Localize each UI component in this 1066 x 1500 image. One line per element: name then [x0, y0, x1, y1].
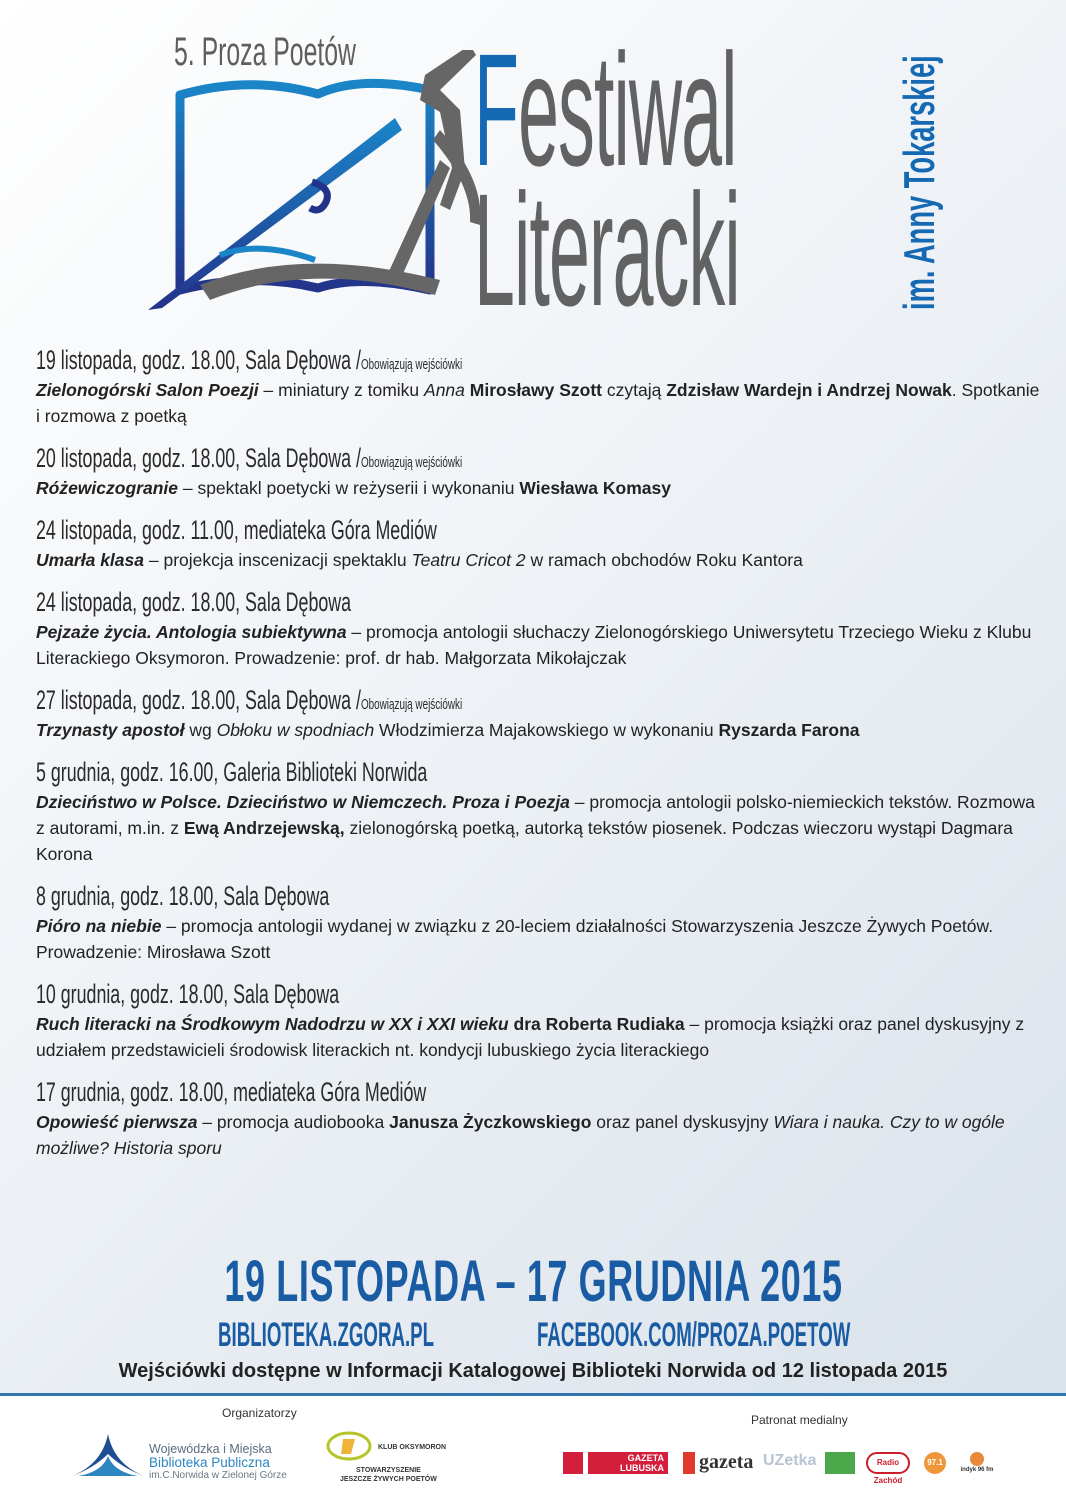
tvp-logo-icon [825, 1452, 855, 1474]
club-oksymoron: KLUB OKSYMORON [378, 1444, 447, 1451]
event-description: Opowieść pierwsza – promocja audiobooka Janusza Życzkowskiego oraz panel dyskusyjny Wiara i nauka. Czy to w ogóle możliwe? Historia sporu [36, 1112, 1005, 1158]
oksymoron-logo-icon [326, 1431, 372, 1461]
event-heading: 10 grudnia, godz. 18.00, Sala Dębowa [36, 979, 340, 1009]
ticket-required-note: Obowiązują wejściówki [360, 454, 463, 471]
event-heading: 24 listopada, godz. 18.00, Sala Dębowa [36, 587, 352, 617]
festival-logo [0, 0, 1066, 339]
gazeta-wyborcza-logo: gazeta [699, 1451, 754, 1473]
web-links [0, 1316, 1066, 1352]
event-item [36, 683, 1046, 743]
title-festiwal: Festiwal [474, 20, 737, 199]
website-link[interactable]: BIBLIOTEKA.ZGORA.PL [218, 1316, 435, 1354]
facebook-link[interactable]: FACEBOOK.COM/PROZA.POETOW [537, 1316, 851, 1354]
event-description: Dzieciństwo w Polsce. Dzieciństwo w Niemczech. Proza i Poezja – promocja antologii polsko-niemieckich tekstów. Rozmowa z autorami, m.in. z Ewą Andrzejewską, zielonogórską poetką, autorką tekstów piosenek. Podczas wieczoru wystąpi Dagmara Korona [36, 792, 1035, 864]
event-item [36, 343, 1046, 429]
event-item [36, 513, 1046, 573]
ticket-required-note: Obowiązują wejściówki [360, 356, 463, 373]
association-name: STOWARZYSZENIE JESZCZE ŻYWYCH POETÓW [340, 1467, 437, 1483]
event-description: Różewiczogranie – spektakl poetycki w reżyserii i wykonaniu Wiesława Komasy [36, 478, 671, 498]
event-item [36, 585, 1046, 671]
gazeta-lubuska-logo-icon [563, 1452, 583, 1474]
organizers-label: Organizatorzy [222, 1406, 297, 1420]
tickets-info: Wejściówki dostępne w Informacji Katalogowej Biblioteki Norwida od 12 listopada 2015 [118, 1360, 948, 1382]
event-description: Trzynasty apostoł wg Obłoku w spodniach Włodzimierza Majakowskiego w wykonaniu Ryszarda Farona [36, 720, 860, 740]
title-literacki: Literacki [474, 160, 740, 339]
event-heading: 8 grudnia, godz. 18.00, Sala Dębowa [36, 881, 330, 911]
event-heading: 27 listopada, godz. 18.00, Sala Dębowa /Obowiązują wejściówki [36, 685, 463, 715]
library-logo-icon [72, 1434, 144, 1478]
festival-date-range: 19 LISTOPADA – 17 GRUDNIA 2015 [223, 1249, 843, 1314]
event-list [36, 343, 1046, 1173]
ticket-required-note: Obowiązują wejściówki [360, 696, 463, 713]
open-book-quill-icon [140, 50, 480, 315]
sponsors-bar [0, 1396, 1066, 1500]
event-description: Pejzaże życia. Antologia subiektywna – promocja antologii słuchaczy Zielonogórskiego Uniwersytetu Trzeciego Wieku z Klubu Literackiego Oksymoron. Prowadzenie: prof. dr hab. Małgorzata Mikołajczak [36, 622, 1032, 668]
library-name: Wojewódzka i Miejska Biblioteka Publiczna im.C.Norwida w Zielonej Górze [149, 1442, 287, 1481]
event-heading: 20 listopada, godz. 18.00, Sala Dębowa /Obowiązują wejściówki [36, 443, 463, 473]
radio-indyk-logo: indyk 96 fm [957, 1452, 997, 1474]
patron-name-vertical: im. Anny Tokarskiej [895, 55, 944, 310]
event-heading: 19 listopada, godz. 18.00, Sala Dębowa /Obowiązują wejściówki [36, 345, 463, 375]
event-item [36, 879, 1046, 965]
event-heading: 17 grudnia, godz. 18.00, mediateka Góra Mediów [36, 1077, 427, 1107]
event-description: Umarła klasa – projekcja inscenizacji spektaklu Teatru Cricot 2 w ramach obchodów Roku Kantora [36, 550, 803, 570]
event-item [36, 441, 1046, 501]
uzetka-logo: UZetka [763, 1452, 817, 1469]
event-item [36, 977, 1046, 1063]
gazeta-wyborcza-logo-icon [683, 1452, 695, 1474]
media-patronage-label: Patronat medialny [751, 1413, 848, 1427]
event-heading: 5 grudnia, godz. 16.00, Galeria Biblioteki Norwida [36, 757, 428, 787]
festival-edition-subtitle: 5. Proza Poetów [174, 30, 356, 74]
event-item [36, 755, 1046, 867]
gazeta-lubuska-logo: GAZETA LUBUSKA [588, 1452, 668, 1474]
radio-zachod-logo: Radio Zachód [866, 1452, 910, 1474]
event-description: Ruch literacki na Środkowym Nadodrzu w XX i XXI wieku dra Roberta Rudiaka – promocja książki oraz panel dyskusyjny z udziałem przedstawicieli środowisk literackich nt. kondycji lubuskiego życia literackiego [36, 1014, 1025, 1060]
event-description: Zielonogórski Salon Poezji – miniatury z tomiku Anna Mirosławy Szott czytają Zdzisław Wardejn i Andrzej Nowak. Spotkanie i rozmowa z poetką [36, 380, 1040, 426]
event-heading: 24 listopada, godz. 11.00, mediateka Góra Mediów [36, 515, 437, 545]
radio-971-logo: 97.1 [924, 1452, 946, 1474]
indyk-logo-icon [970, 1452, 984, 1466]
event-item [36, 1075, 1046, 1161]
event-description: Pióro na niebie – promocja antologii wydanej w związku z 20-leciem działalności Stowarzyszenia Jeszcze Żywych Poetów. Prowadzenie: Mirosława Szott [36, 916, 994, 962]
